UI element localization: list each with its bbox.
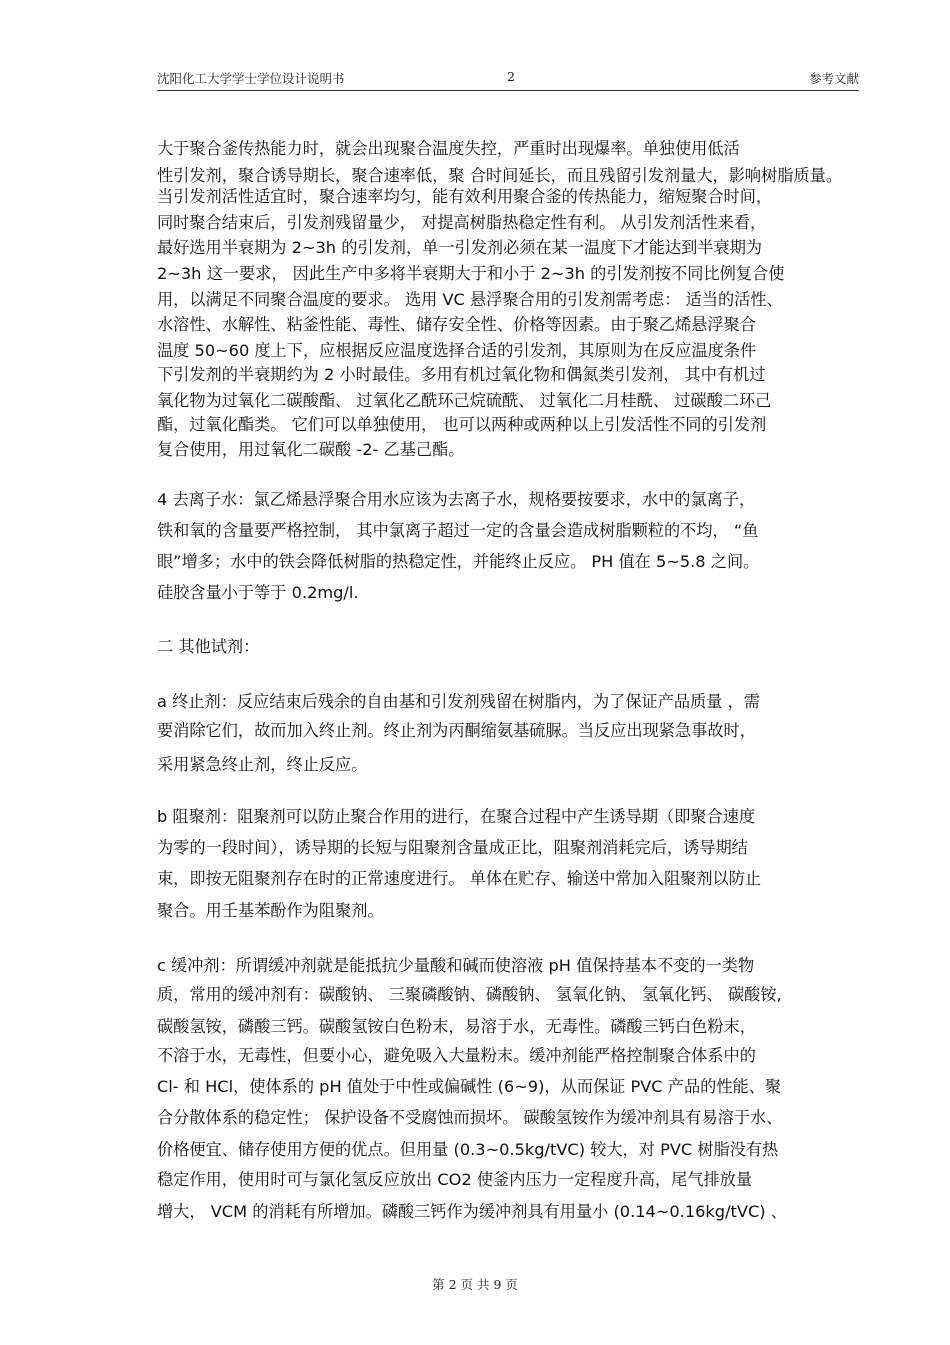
text-line: 硅胶含量小于等于 0.2mg/l. (157, 583, 359, 602)
text-line: 2~3h 这一要求， 因此生产中多将半衰期大于和小于 2~3h 的引发剂按不同比例复合使 (157, 264, 785, 283)
text-line: 当引发剂活性适宜时，聚合速率均匀，能有效利用聚合釜的传热能力，缩短聚合时间， (157, 187, 773, 206)
text-line: 眼”增多；水中的铁会降低树脂的热稳定性，并能终止反应。 PH 值在 5~5.8 之间。 (157, 552, 760, 571)
text-line: 价格便宜、储存使用方便的优点。但用量 (0.3~0.5kg/tVC) 较大，对 PVC 树脂没有热 (157, 1140, 779, 1159)
text-line: 4 去离子水：氯乙烯悬浮聚合用水应该为去离子水，规格要按要求，水中的氯离子， (157, 490, 756, 509)
page-footer: 第 2 页 共 9 页 (432, 1277, 518, 1292)
section-heading: 二 其他试剂： (157, 637, 260, 656)
text-line: 性引发剂，聚合诱导期长，聚合速率低，聚 合时间延长，而且残留引发剂量大，影响树脂质量。 (157, 166, 843, 185)
text-line: 下引发剂的半衰期约为 2 小时最佳。多用有机过氧化物和偶氮类引发剂， 其中有机过 (157, 365, 766, 384)
text-line: Cl- 和 HCl，使体系的 pH 值处于中性或偏碱性 (6~9)，从而保证 PVC 产品的性能、聚 (157, 1077, 782, 1096)
text-line: 用，以满足不同聚合温度的要求。 选用 VC 悬浮聚合用的引发剂需考虑： 适当的活性、 (157, 290, 783, 309)
text-line: 复合使用，用过氧化二碳酸 -2- 乙基己酯。 (157, 440, 465, 459)
text-line: 稳定作用，使用时可与氯化氢反应放出 CO2 使釜内压力一定程度升高，尾气排放量 (157, 1170, 753, 1189)
header-section-title: 参考文献 (808, 71, 859, 86)
page-header (157, 66, 859, 91)
text-line: 为零的一段时间），诱导期的长短与阻聚剂含量成正比，阻聚剂消耗完后，诱导期结 (157, 838, 748, 857)
text-line: b 阻聚剂：阻聚剂可以防止聚合作用的进行，在聚合过程中产生诱导期（即聚合速度 (157, 807, 756, 826)
text-line: 温度 50~60 度上下，应根据反应温度选择合适的引发剂，其原则为在反应温度条件 (157, 341, 757, 360)
text-line: 束，即按无阻聚剂存在时的正常速度进行。 单体在贮存、输送中常加入阻聚剂以防止 (157, 869, 762, 888)
text-line: 水溶性、水解性、粘釜性能、毒性、储存安全性、价格等因素。由于聚乙烯悬浮聚合 (157, 315, 756, 334)
text-line: 碳酸氢铵，磷酸三钙。碳酸氢铵白色粉末，易溶于水，无毒性。磷酸三钙白色粉末， (157, 1017, 756, 1036)
text-line: 要消除它们，故而加入终止剂。终止剂为丙酮缩氨基硫脲。当反应出现紧急事故时， (157, 721, 756, 740)
text-line: 不溶于水，无毒性，但要小心，避免吸入大量粉末。缓冲剂能严格控制聚合体系中的 (157, 1046, 756, 1065)
text-line: c 缓冲剂：所谓缓冲剂就是能抵抗少量酸和碱而使溶液 pH 值保持基本不变的一类物 (157, 956, 755, 975)
header-document-title: 沈阳化工大学学士学位设计说明书 (157, 71, 345, 86)
text-line: 增大， VCM 的消耗有所增加。磷酸三钙作为缓冲剂具有用量小 (0.14~0.16kg/tVC) 、 (157, 1202, 787, 1221)
text-line: 最好选用半衰期为 2~3h 的引发剂，单一引发剂必须在某一温度下才能达到半衰期为 (157, 238, 763, 257)
header-page-number: 2 (507, 69, 515, 84)
text-line: 采用紧急终止剂，终止反应。 (157, 755, 368, 774)
text-line: 合分散体系的稳定性； 保护设备不受腐蚀而损坏。 碳酸氢铵作为缓冲剂具有易溶于水、 (157, 1108, 783, 1127)
text-line: 同时聚合结束后，引发剂残留量少， 对提高树脂热稳定性有利。 从引发剂活性来看， (157, 213, 767, 232)
text-line: 大于聚合釜传热能力时，就会出现聚合温度失控，严重时出现爆率。单独使用低活 (157, 139, 740, 158)
text-line: 质，常用的缓冲剂有：碳酸钠、 三聚磷酸钠、磷酸钠、 氢氧化钠、 氢氧化钙、 碳酸铵, (157, 985, 782, 1004)
text-line: 铁和氧的含量要严格控制， 其中氯离子超过一定的含量会造成树脂颗粒的不均， “鱼 (157, 521, 759, 540)
text-line: a 终止剂：反应结束后残余的自由基和引发剂残留在树脂内，为了保证产品质量 ，需 (157, 692, 760, 711)
text-line: 氧化物为过氧化二碳酸酯、 过氧化乙酰环己烷硫酰、 过氧化二月桂酰、 过碳酸二环己 (157, 391, 772, 410)
text-line: 酯，过氧化酯类。 它们可以单独使用， 也可以两种或两种以上引发活性不同的引发剂 (157, 415, 767, 434)
text-line: 聚合。用壬基苯酚作为阻聚剂。 (157, 901, 384, 920)
